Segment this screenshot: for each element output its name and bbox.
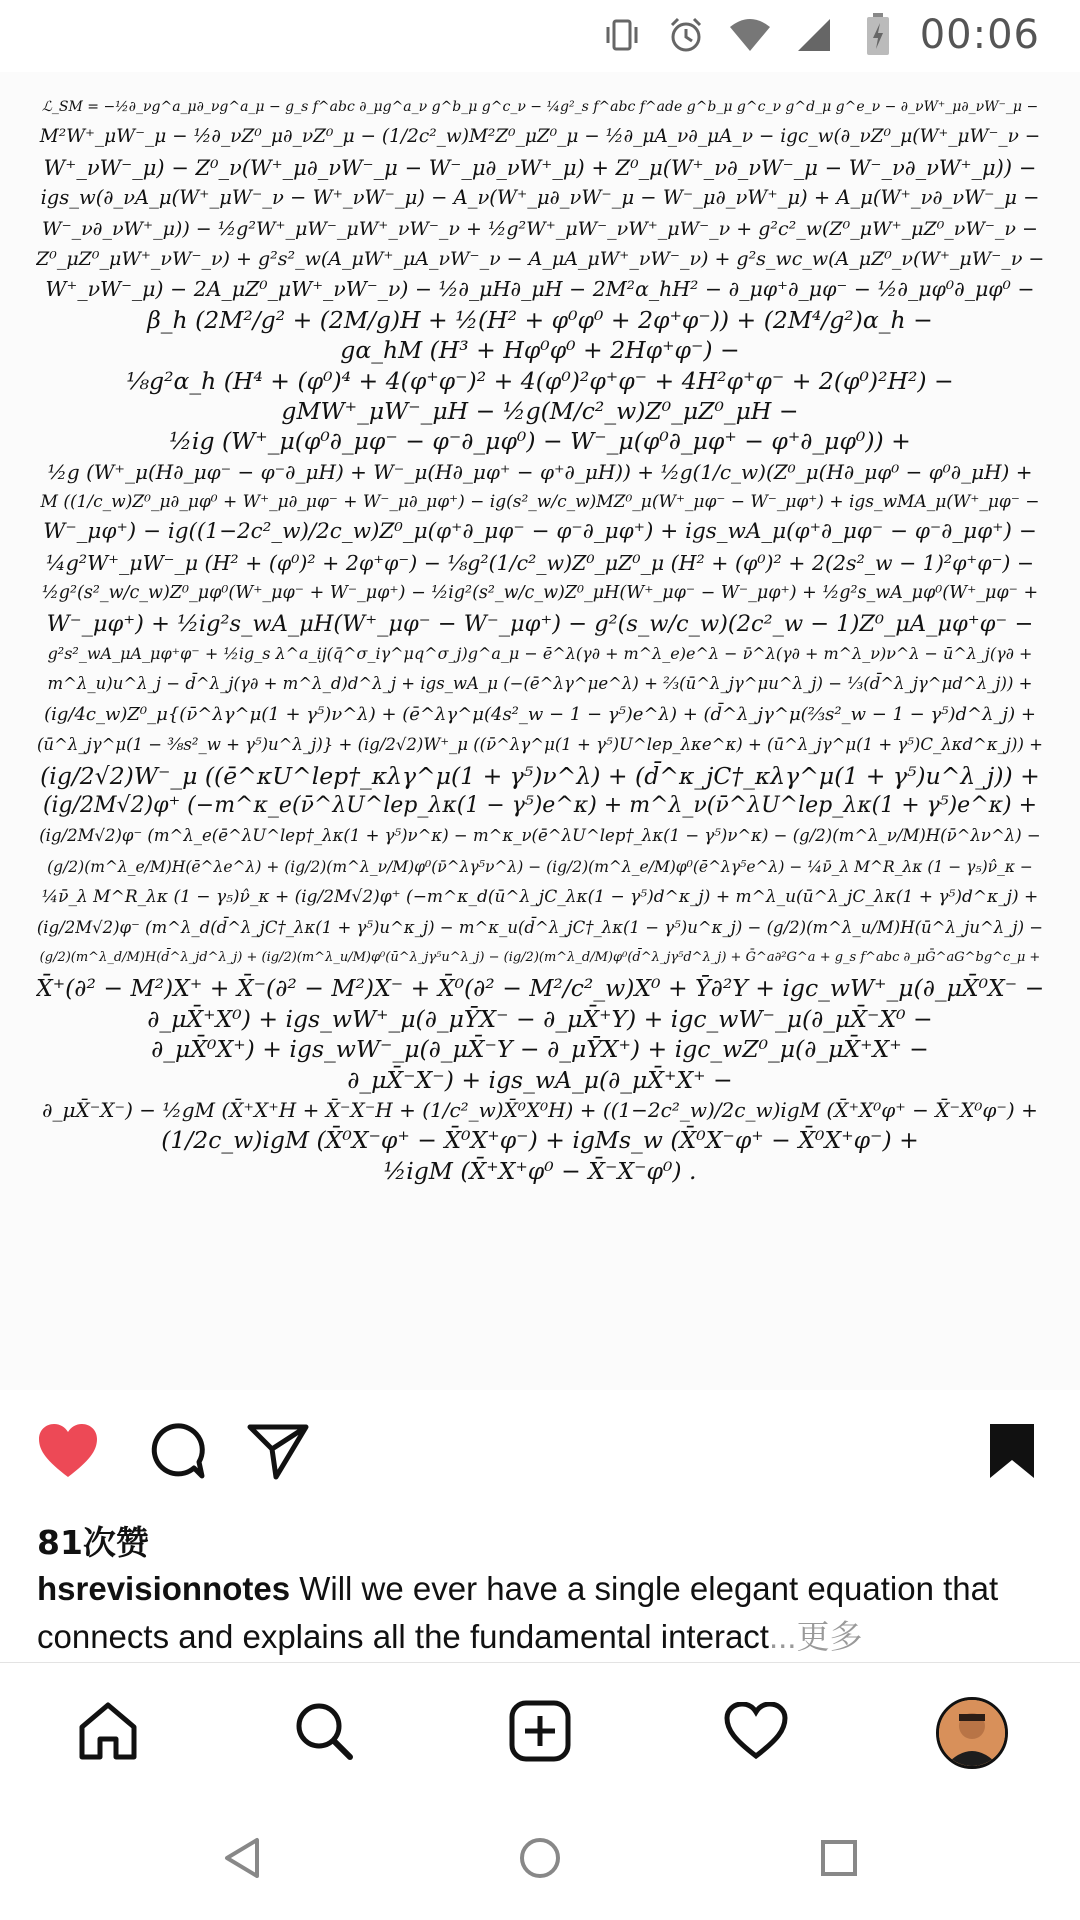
equation-line: W⁺_νW⁻_μ) − Z⁰_ν(W⁺_μ∂_νW⁻_μ − W⁻_μ∂_νW⁺_μ) + Z⁰_μ(W⁺_ν∂_νW⁻_μ − W⁻_ν∂_νW⁺_μ)) − [43, 155, 1037, 180]
nav-search[interactable] [284, 1693, 364, 1773]
equation-line: M ((1/c_w)Z⁰_μ∂_μφ⁰ + W⁺_μ∂_μφ⁻ + W⁻_μ∂_μφ⁺) − ig(s²_w/c_w)MZ⁰_μ(W⁺_μφ⁻ − W⁻_μφ⁺) + igs_wMA_μ(W⁺_μφ⁻ − [40, 492, 1040, 513]
post-actions [0, 1418, 1080, 1488]
equation-line: ∂_μX̄⁻X⁻) + igs_wA_μ(∂_μX̄⁺X⁺ − [347, 1065, 733, 1094]
equation-line: (1/2c_w)igM (X̄⁰X⁻φ⁺ − X̄⁰X⁺φ⁻) + igMs_w (X̄⁰X⁻φ⁺ − X̄⁰X⁺φ⁻) + [161, 1126, 919, 1155]
equation-line: ∂_μX̄⁻X⁻) − ½gM (X̄⁺X⁺H + X̄⁻X⁻H + (1/c²_w)X̄⁰X⁰H) + ((1−2c²_w)/2c_w)igM (X̄⁺X⁰φ⁺ − X̄⁻X⁰φ⁻) + [42, 1097, 1038, 1122]
status-time: 00:06 [919, 12, 1040, 58]
equation-line: (ig/2M√2)φ⁻ (m^λ_d(d̄^λ_jC†_λκ(1 + γ⁵)u^κ_j) − m^κ_u(d̄^λ_jC†_λκ(1 − γ⁵)u^κ_j) − (g/2)(m^λ_u/M)H(ū^λ_ju^λ_j) − [36, 917, 1044, 937]
comment-button[interactable] [140, 1418, 212, 1488]
like-button[interactable] [32, 1418, 104, 1488]
bottom-nav [0, 1662, 1080, 1793]
equation-line: W⁺_νW⁻_μ) − 2A_μZ⁰_μW⁺_νW⁻_ν) − ½∂_μH∂_μH − 2M²α_hH² − ∂_μφ⁺∂_μφ⁻ − ½∂_μφ⁰∂_μφ⁰ − [45, 277, 1035, 302]
heart-filled-icon [37, 1423, 99, 1483]
post-caption [37, 1565, 1047, 1661]
system-back-button[interactable] [206, 1825, 276, 1895]
equation-line: ½g (W⁺_μ(H∂_μφ⁻ − φ⁻∂_μH) + W⁻_μ(H∂_μφ⁺ − φ⁺∂_μH)) + ½g(1/c_w)(Z⁰_μ(H∂_μφ⁰ − φ⁰∂_μH) + [47, 459, 1033, 484]
equation-line: (g/2)(m^λ_e/M)H(ē^λe^λ) + (ig/2)(m^λ_ν/M)φ⁰(ν̄^λγ⁵ν^λ) − (ig/2)(m^λ_e/M)φ⁰(ē^λγ⁵e^λ) − ¼ν̄_λ M^R_λκ (1 − γ₅)ν̂_κ − [47, 857, 1033, 876]
equation-line: X̄⁺(∂² − M²)X⁺ + X̄⁻(∂² − M²)X⁻ + X̄⁰(∂² − M²/c²_w)X⁰ + Ȳ∂²Y + igc_wW⁺_μ(∂_μX̄⁰X⁻ − [36, 974, 1044, 1003]
alarm-icon [664, 13, 708, 57]
equation-line: (g/2)(m^λ_d/M)H(d̄^λ_jd^λ_j) + (ig/2)(m^λ_u/M)φ⁰(ū^λ_jγ⁵u^λ_j) − (ig/2)(m^λ_d/M)φ⁰(d̄^λ_jγ⁵d^λ_j) + Ḡ^a∂²G^a + g_s f^abc ∂_μḠ^aG^bg^c_μ + [39, 949, 1041, 965]
home-icon [76, 1699, 140, 1767]
bookmark-filled-icon [986, 1422, 1038, 1484]
equation-line: g²s²_wA_μA_μφ⁺φ⁻ + ½ig_s λ^a_ij(q̄^σ_iγ^μq^σ_j)g^a_μ − ē^λ(γ∂ + m^λ_e)e^λ − ν̄^λ(γ∂ + m^λ_ν)ν^λ − ū^λ_j(γ∂ + [47, 644, 1033, 664]
home-circle-icon [518, 1836, 562, 1884]
share-button[interactable] [242, 1418, 314, 1488]
profile-avatar [936, 1697, 1008, 1769]
equation-line: ℒ_SM = −½∂_νg^a_μ∂_νg^a_μ − g_s f^abc ∂_μg^a_ν g^b_μ g^c_ν − ¼g²_s f^abc f^ade g^b_μ g^c_ν g^d_μ g^e_ν − ∂_νW⁺_μ∂_νW⁻_μ − [41, 99, 1039, 115]
equation-line: ½g²(s²_w/c_w)Z⁰_μφ⁰(W⁺_μφ⁻ + W⁻_μφ⁺) − ½ig²(s²_w/c_w)Z⁰_μH(W⁺_μφ⁻ − W⁻_μφ⁺) + ½g²s_wA_μφ⁰(W⁺_μφ⁻ + [41, 583, 1039, 604]
caption-username[interactable]: hsrevisionnotes [37, 1570, 291, 1607]
add-post-icon [508, 1699, 572, 1767]
cellular-signal-icon [792, 13, 836, 57]
activity-heart-icon [724, 1702, 788, 1764]
equation-image [36, 92, 1044, 1186]
equation-line: ½ig (W⁺_μ(φ⁰∂_μφ⁻ − φ⁻∂_μφ⁰) − W⁻_μ(φ⁰∂_μφ⁺ − φ⁺∂_μφ⁰)) + [169, 427, 911, 456]
caption-ellipsis: ... [768, 1618, 797, 1655]
equation-line: (ig/2M√2)φ⁺ (−m^κ_e(ν̄^λU^lep_λκ(1 − γ⁵)e^κ) + m^λ_ν(ν̄^λU^lep_λκ(1 + γ⁵)e^κ) + [42, 792, 1038, 818]
equation-line: (ig/2M√2)φ⁻ (m^λ_e(ē^λU^lep†_λκ(1 + γ⁵)ν^κ) − m^κ_ν(ē^λU^lep†_λκ(1 − γ⁵)ν^κ) − (g/2)(m^λ_ν/M)H(ν̄^λν^λ) − [39, 826, 1041, 846]
system-home-button[interactable] [505, 1825, 575, 1895]
equation-line: M²W⁺_μW⁻_μ − ½∂_νZ⁰_μ∂_νZ⁰_μ − (1/2c²_w)M²Z⁰_μZ⁰_μ − ½∂_μA_ν∂_μA_ν − igc_w(∂_νZ⁰_μ(W⁺_μW⁻_ν − [39, 126, 1041, 148]
more-link[interactable]: 更多 [796, 1618, 863, 1655]
equation-line: m^λ_u)u^λ_j − d̄^λ_j(γ∂ + m^λ_d)d^λ_j + igs_wA_μ (−(ē^λγ^μe^λ) + ⅔(ū^λ_jγ^μu^λ_j) − ⅓(d̄^λ_jγ^μd^λ_j)) + [47, 674, 1033, 694]
nav-activity[interactable] [716, 1693, 796, 1773]
equation-line: β_h (2M²/g² + (2M/g)H + ½(H² + φ⁰φ⁰ + 2φ⁺φ⁻)) + (2M⁴/g²)α_h − [147, 305, 933, 334]
vibrate-icon [600, 13, 644, 57]
wifi-icon [728, 13, 772, 57]
equation-line: gα_hM (H³ + Hφ⁰φ⁰ + 2Hφ⁺φ⁻) − [340, 336, 740, 365]
equation-line: ∂_μX̄⁺X⁰) + igs_wW⁺_μ(∂_μȲX⁻ − ∂_μX̄⁺Y) + igc_wW⁻_μ(∂_μX̄⁻X⁰ − [147, 1004, 933, 1033]
equation-line: gMW⁺_μW⁻_μH − ½g(M/c²_w)Z⁰_μZ⁰_μH − [281, 396, 799, 425]
comment-icon [146, 1421, 206, 1485]
back-icon [221, 1836, 261, 1884]
equation-line: ∂_μX̄⁰X⁺) + igs_wW⁻_μ(∂_μX̄⁻Y − ∂_μȲX⁺) + igc_wZ⁰_μ(∂_μX̄⁺X⁺ − [151, 1035, 929, 1064]
equation-line: ½igM (X̄⁺X⁺φ⁰ − X̄⁻X⁻φ⁰) . [383, 1156, 697, 1185]
equation-line: (ig/4c_w)Z⁰_μ{(ν̄^λγ^μ(1 + γ⁵)ν^λ) + (ē^λγ^μ(4s²_w − 1 − γ⁵)e^λ) + (d̄^λ_jγ^μ(⅔s²_w − 1 − γ⁵)d^λ_j) + [44, 703, 1036, 725]
battery-charging-icon [856, 13, 900, 57]
equation-line: (ū^λ_jγ^μ(1 − ⅜s²_w + γ⁵)u^λ_j)} + (ig/2√2)W⁺_μ ((ν̄^λγ^μ(1 + γ⁵)U^lep_λκe^κ) + (ū^λ_jγ^μ(1 + γ⁵)C_λκd^κ_j)) + [37, 735, 1043, 755]
nav-profile[interactable] [932, 1693, 1012, 1773]
equation-line: ⅛g²α_h (H⁴ + (φ⁰)⁴ + 4(φ⁺φ⁻)² + 4(φ⁰)²φ⁺φ⁻ + 4H²φ⁺φ⁻ + 2(φ⁰)²H²) − [126, 366, 954, 395]
nav-home[interactable] [68, 1693, 148, 1773]
like-count[interactable]: 81次赞 [37, 1523, 149, 1562]
status-bar [0, 0, 1080, 70]
nav-new-post[interactable] [500, 1693, 580, 1773]
search-icon [292, 1699, 356, 1767]
equation-line: Z⁰_μZ⁰_μW⁺_νW⁻_ν) + g²s²_w(A_μW⁺_μA_νW⁻_ν − A_μA_μW⁺_νW⁻_ν) + g²s_wc_w(A_μZ⁰_ν(W⁺_μW⁻_ν − [36, 247, 1044, 270]
equation-line: ¼ν̄_λ M^R_λκ (1 − γ₅)ν̂_κ + (ig/2M√2)φ⁺ (−m^κ_d(ū^λ_jC_λκ(1 − γ⁵)d^κ_j) + m^λ_u(ū^λ_jC_λκ(1 + γ⁵)d^κ_j) + [41, 887, 1039, 908]
save-button[interactable] [976, 1418, 1048, 1488]
system-recents-button[interactable] [804, 1825, 874, 1895]
send-icon [246, 1421, 310, 1485]
post-image[interactable] [0, 72, 1080, 1390]
equation-line: (ig/2√2)W⁻_μ ((ē^κU^lep†_κλγ^μ(1 + γ⁵)ν^λ) + (d̄^κ_jC†_κλγ^μ(1 + γ⁵)u^λ_j)) + [40, 761, 1040, 790]
equation-line: W⁻_μφ⁺) − ig((1−2c²_w)/2c_w)Z⁰_μ(φ⁺∂_μφ⁻ − φ⁻∂_μφ⁺) + igs_wA_μ(φ⁺∂_μφ⁻ − φ⁻∂_μφ⁺) − [43, 519, 1037, 545]
equation-line: igs_w(∂_νA_μ(W⁺_μW⁻_ν − W⁺_νW⁻_μ) − A_ν(W⁺_μ∂_νW⁻_μ − W⁻_μ∂_νW⁺_μ) + A_μ(W⁺_ν∂_νW⁻_μ − [40, 186, 1040, 210]
equation-line: W⁻_ν∂_νW⁺_μ)) − ½g²W⁺_μW⁻_μW⁺_νW⁻_ν + ½g²W⁺_μW⁻_νW⁺_μW⁻_ν + g²c²_w(Z⁰_μW⁺_μZ⁰_νW⁻_ν − [42, 217, 1038, 240]
caption-text: Will we ever have a single elegant equation that connects and explains all the fundamental interact [37, 1570, 999, 1655]
equation-line: W⁻_μφ⁺) + ½ig²s_wA_μH(W⁺_μφ⁻ − W⁻_μφ⁺) − g²(s_w/c_w)(2c²_w − 1)Z⁰_μA_μφ⁺φ⁻ − [46, 610, 1034, 637]
recents-icon [819, 1838, 859, 1882]
equation-line: ¼g²W⁺_μW⁻_μ (H² + (φ⁰)² + 2φ⁺φ⁻) − ⅛g²(1/c²_w)Z⁰_μZ⁰_μ (H² + (φ⁰)² + 2(2s²_w − 1)²φ⁺φ⁻) − [45, 550, 1035, 575]
system-navigation-bar [0, 1800, 1080, 1920]
